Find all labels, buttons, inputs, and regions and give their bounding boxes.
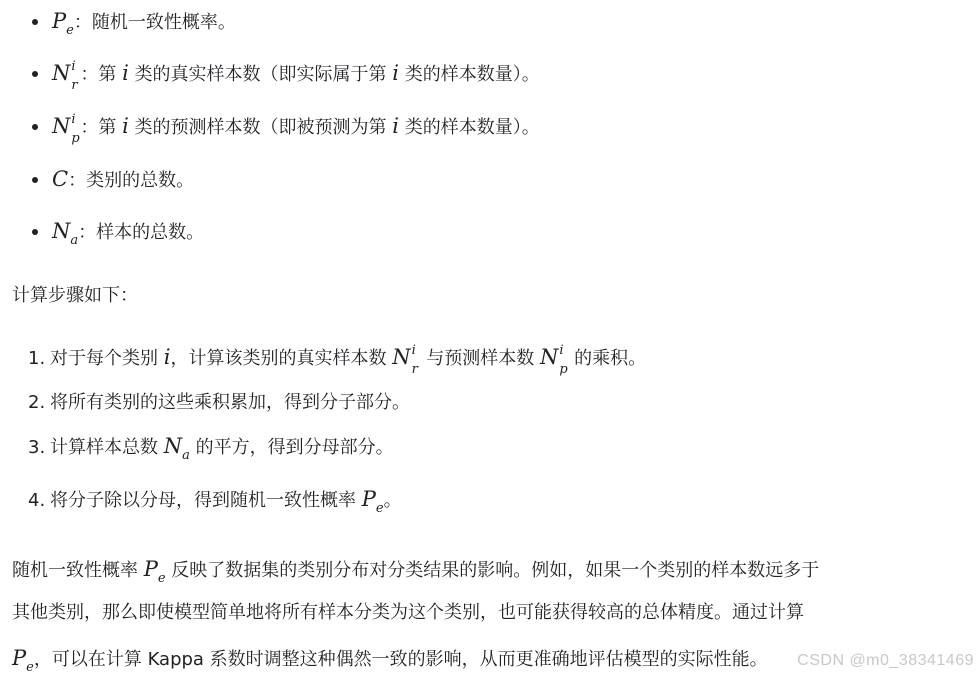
document-page: $P_e$：随机一致性概率。 N i r ：第 i 类的真实样本数（即实际属于第 i 类的样本数量）。 N i p ：第 i 类的预测样本数（即被预测为第 i 类的样本数量）。 C：类别的总数。 $N_a$：样本的总数。 计算步骤如下： 1. 对于每个类别 i，计算该类别的真实样本数 N i r 与预测样本数 N i p 的乘积。 2. 将所有类别的这些乘积累加，得到分子部分。 3. 计算样本总数 $N_a$ 的平方，得到分母部分。 4. 将分子除以分母，得到随机一致性概率 $P_e$。 随机一致性概率 $P_e$ 反映了数据集的类别分布对分类结果的影响。例如，如果一个类别的样本数远多于 其他类别，那么即使模型简单地将所有样本分类为这个类别，也可能获得较高的总体精度。通过计算 $P_e$，可以在计算 Kappa 系数时调整这种偶然一致的影响，从而更准确地评估模型的实际性能。 CSDN @m0_38341469: [12, 9, 974, 675]
math-symbol: P: [143, 557, 158, 581]
math-var: i: [122, 114, 129, 138]
list-item: 1. 对于每个类别 i，计算该类别的真实样本数 N i r 与预测样本数 N i p 的乘积。: [28, 343, 647, 377]
math-symbol: P: [361, 487, 376, 511]
math-symbol: N: [163, 434, 183, 458]
paragraph-line: 随机一致性概率 $P_e$ 反映了数据集的类别分布对分类结果的影响。例如，如果一个类别的样本数远多于: [12, 557, 820, 586]
math-subscript: r: [71, 78, 78, 93]
math-subscript: e: [66, 23, 74, 38]
paragraph-line: 其他类别，那么即使模型简单地将所有样本分类为这个类别，也可能获得较高的总体精度。通过计算: [12, 602, 804, 623]
math-symbol: P: [52, 9, 67, 33]
math-var: i: [392, 61, 399, 85]
list-item: 3. 计算样本总数 $N_a$ 的平方，得到分母部分。: [28, 434, 394, 463]
paragraph-line: $P_e$，可以在计算 Kappa 系数时调整这种偶然一致的影响，从而更准确地评估模型的实际性能。: [12, 646, 768, 675]
math-symbol: P: [12, 646, 27, 670]
definition-text: ：类别的总数。: [68, 170, 195, 191]
math-symbol: N: [52, 219, 71, 243]
math-var: i: [122, 61, 129, 85]
math-symbol: N i p: [52, 111, 70, 143]
math-subscript: p: [71, 131, 80, 146]
list-item: 4. 将分子除以分母，得到随机一致性概率 $P_e$。: [28, 487, 402, 516]
math-superscript: i: [71, 112, 76, 127]
list-item: 2. 将所有类别的这些乘积累加，得到分子部分。: [28, 392, 410, 413]
math-var: i: [392, 114, 399, 138]
bullet-dot: [32, 229, 38, 235]
math-var: i: [163, 345, 171, 369]
definition-text: ：随机一致性概率。: [73, 12, 236, 33]
watermark: CSDN @m0_38341469: [797, 652, 974, 669]
bullet-dot: [32, 71, 38, 77]
math-symbol: N i r: [52, 58, 70, 90]
definition-text: ：样本的总数。: [78, 222, 205, 243]
bullet-dot: [32, 124, 38, 130]
steps-intro: 计算步骤如下：: [12, 285, 138, 306]
math-superscript: i: [71, 59, 76, 74]
math-symbol: C: [52, 167, 69, 191]
bullet-dot: [32, 177, 38, 183]
math-subscript: a: [70, 233, 79, 248]
bullet-dot: [32, 19, 38, 25]
math-symbol: N i p: [540, 343, 568, 377]
math-symbol: N i r: [392, 343, 418, 377]
